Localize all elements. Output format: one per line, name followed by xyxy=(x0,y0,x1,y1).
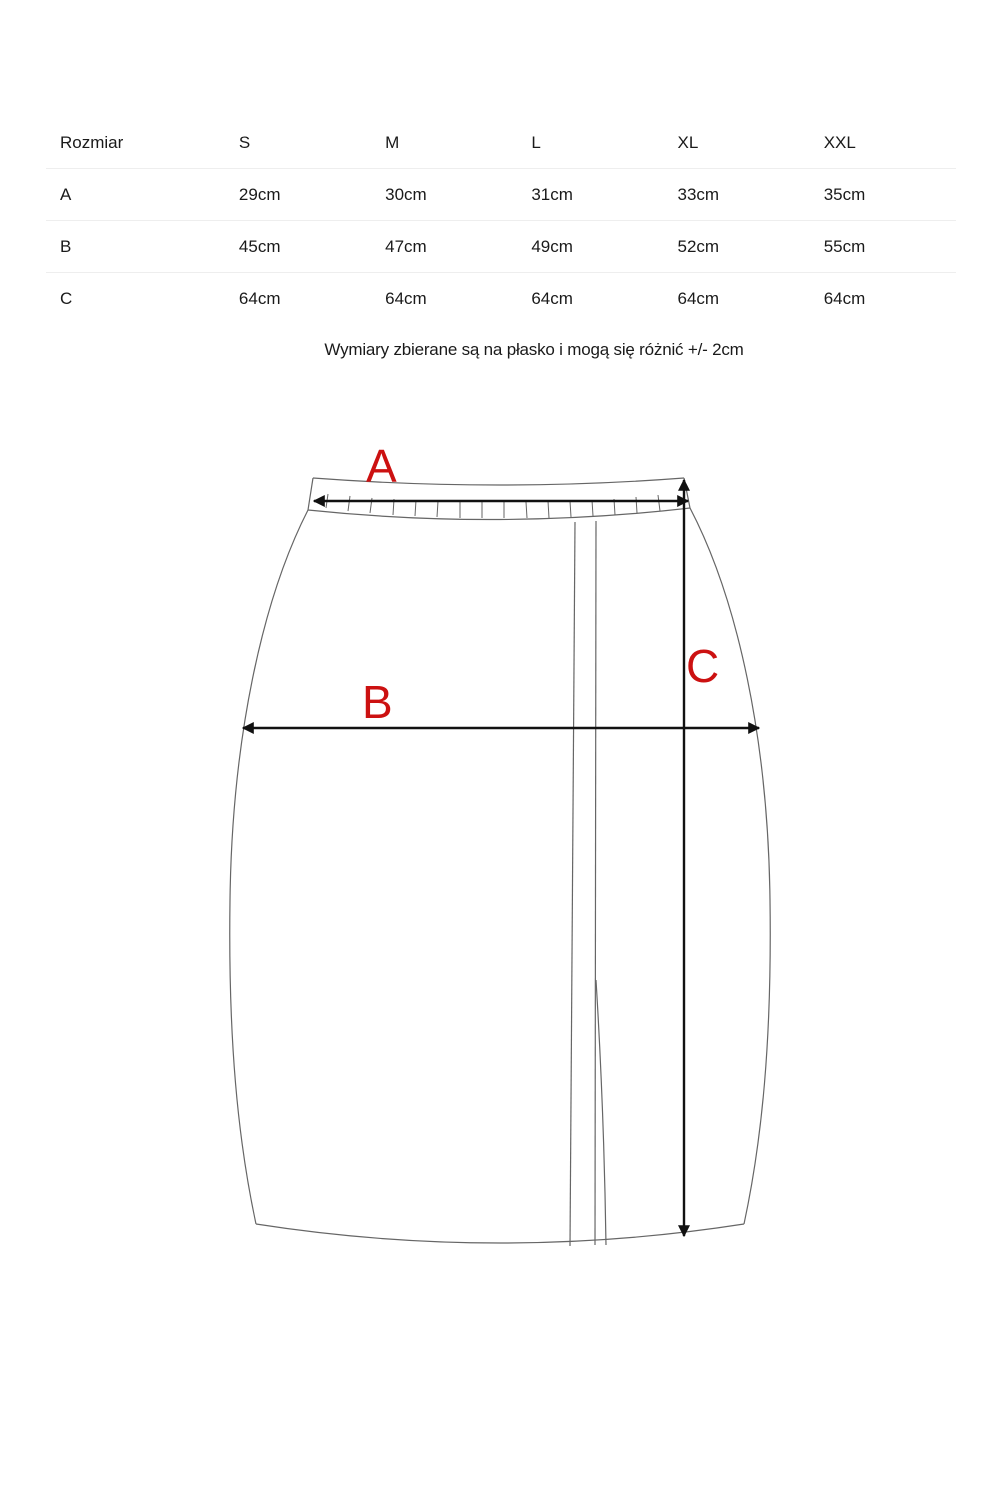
row-label: A xyxy=(46,169,225,221)
table-cell: 35cm xyxy=(810,169,956,221)
skirt-body xyxy=(230,508,771,1246)
measurement-a xyxy=(314,440,688,501)
measurement-c xyxy=(684,480,719,1236)
table-cell: 64cm xyxy=(371,273,517,325)
label-c: C xyxy=(686,640,720,692)
header-cell-m: M xyxy=(385,133,400,152)
label-a: A xyxy=(366,440,397,492)
row-label: B xyxy=(46,221,225,273)
waistband-gathers xyxy=(326,494,660,518)
header-cell-size: Rozmiar xyxy=(60,133,124,152)
table-cell: 49cm xyxy=(517,221,663,273)
table-cell: 31cm xyxy=(517,169,663,221)
table-cell: 47cm xyxy=(371,221,517,273)
header-cell-l: L xyxy=(531,133,541,152)
table-cell: 64cm xyxy=(225,273,371,325)
table-cell: 64cm xyxy=(664,273,810,325)
measurement-note-text: Wymiary zbierane są na płasko i mogą się różnić +/- 2cm xyxy=(324,340,744,359)
header-cell-s: S xyxy=(238,133,251,152)
header-cell-xl: XL xyxy=(677,133,699,152)
table-cell: 64cm xyxy=(810,273,956,325)
table-cell: 52cm xyxy=(664,221,810,273)
measurement-b xyxy=(243,676,759,728)
table-cell: 45cm xyxy=(225,221,371,273)
row-label: C xyxy=(46,273,225,325)
table-cell: 33cm xyxy=(664,169,810,221)
header-cell-xxl: XXL xyxy=(823,133,856,152)
label-b: B xyxy=(362,676,393,728)
table-cell: 64cm xyxy=(517,273,663,325)
table-cell: 30cm xyxy=(371,169,517,221)
table-cell: 55cm xyxy=(810,221,956,273)
table-cell: 29cm xyxy=(225,169,371,221)
